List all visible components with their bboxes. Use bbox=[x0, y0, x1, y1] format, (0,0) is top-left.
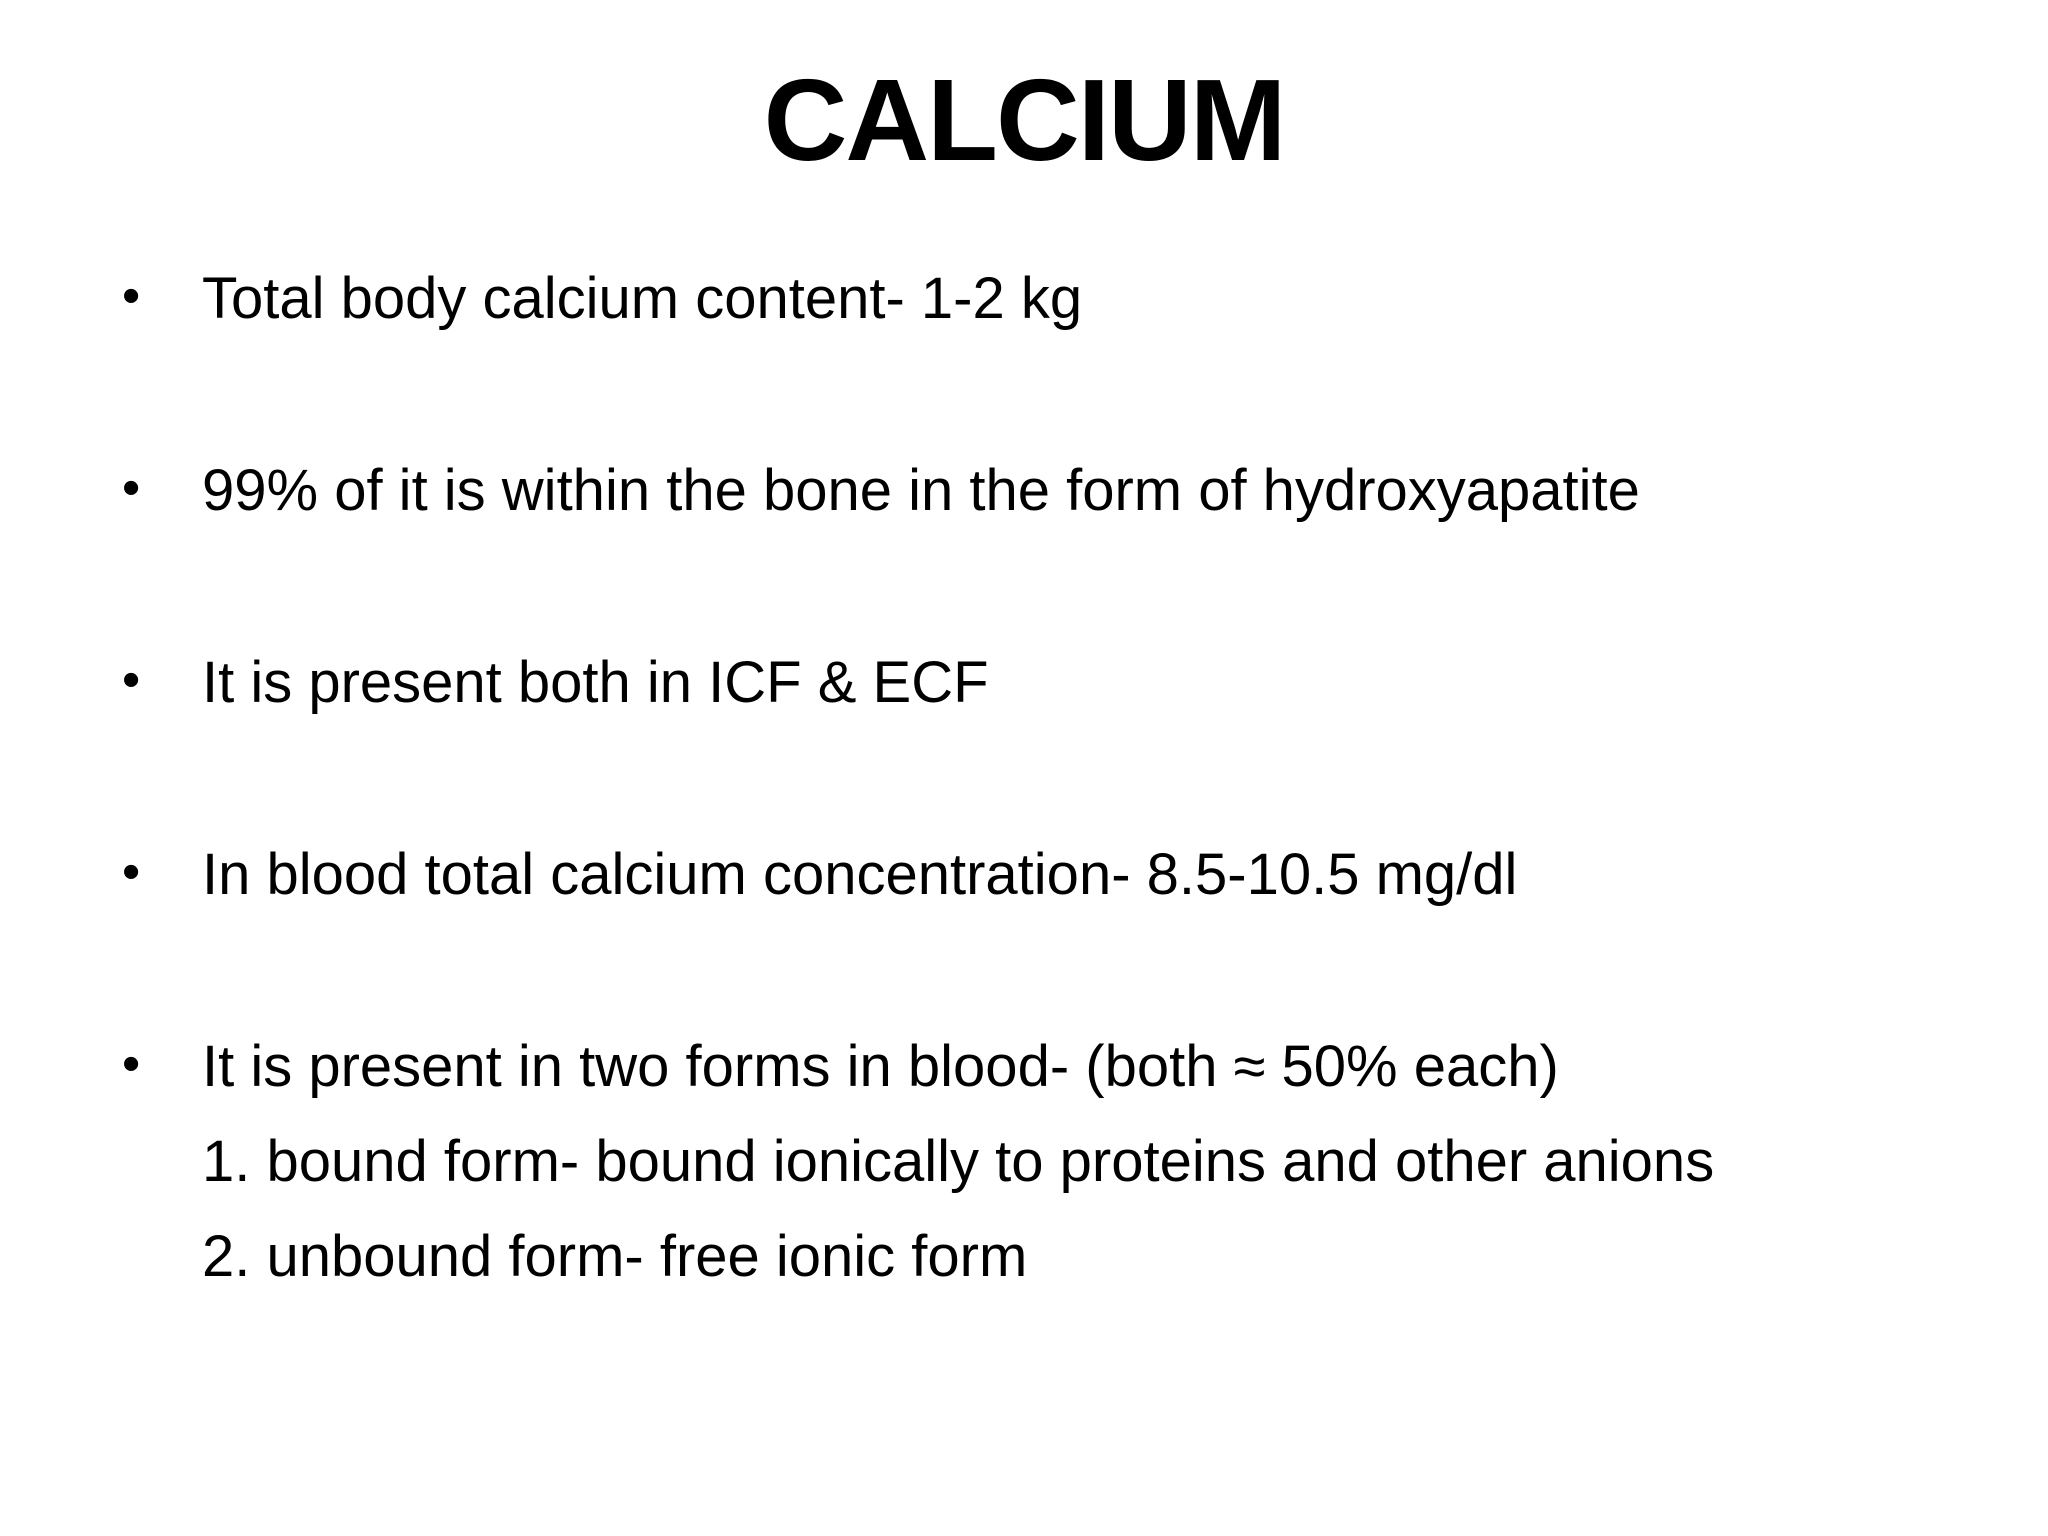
sub-item-unbound-form: 2. unbound form- free ionic form bbox=[202, 1224, 1028, 1289]
bullet-text: Total body calcium content- 1-2 kg bbox=[202, 266, 1083, 331]
slide-title: CALCIUM bbox=[763, 55, 1285, 185]
bullet-dot-icon: • bbox=[122, 843, 141, 901]
bullet-dot-icon: • bbox=[122, 267, 141, 325]
bullet-text: In blood total calcium concentration- 8.5-10.5 mg/dl bbox=[202, 842, 1518, 907]
bullet-dot-icon: • bbox=[122, 651, 141, 709]
bullet-text: It is present in two forms in blood- (both ≈ 50% each) bbox=[202, 1034, 1559, 1099]
bullet-dot-icon: • bbox=[122, 1035, 141, 1093]
sub-item-bound-form: 1. bound form- bound ionically to proteins and other anions bbox=[202, 1129, 1715, 1194]
bullet-text: It is present both in ICF & ECF bbox=[202, 650, 989, 715]
bullet-text: 99% of it is within the bone in the form of hydroxyapatite bbox=[202, 458, 1640, 523]
bullet-dot-icon: • bbox=[122, 459, 141, 517]
